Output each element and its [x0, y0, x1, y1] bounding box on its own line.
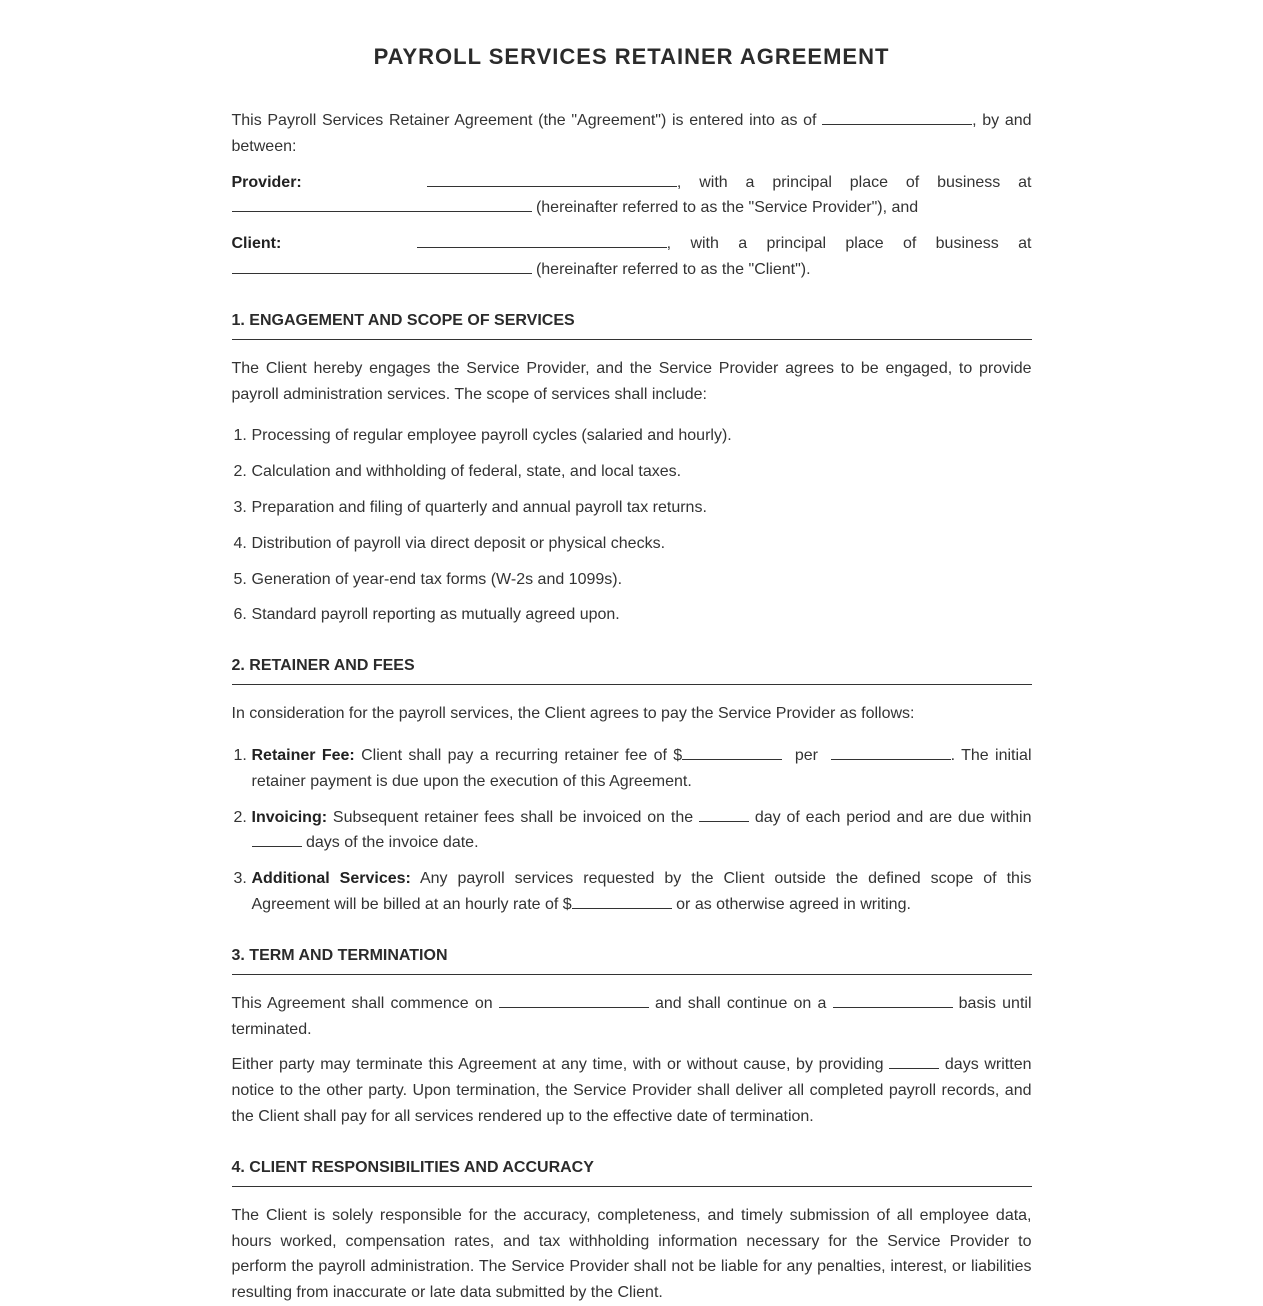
services-list — [232, 423, 1032, 628]
list-number: 5. — [233, 570, 247, 588]
list-item-text: Processing of regular employee payroll cycles (salaried and hourly). — [251, 427, 732, 445]
list-item-text: Standard payroll reporting as mutually agreed upon. — [251, 606, 620, 624]
list-item-text: Distribution of payroll via direct deposit or physical checks. — [251, 534, 666, 552]
list-number: 1. — [233, 427, 247, 445]
list-item-additional-services — [232, 866, 1032, 918]
notice-days-blank[interactable] — [889, 1054, 939, 1069]
list-item-text: Calculation and withholding of federal, state, and local taxes. — [251, 463, 682, 481]
provider-address-blank[interactable] — [232, 197, 532, 212]
client-address-blank[interactable] — [232, 259, 532, 274]
list-number: 1. — [233, 746, 247, 764]
section-heading: 1. ENGAGEMENT AND SCOPE OF SERVICES — [232, 311, 1032, 340]
termination-paragraph — [232, 1052, 1032, 1129]
list-item — [232, 459, 1032, 485]
additional-services-text: Any payroll services requested by the Client outside the defined scope of this Agreement will be billed at an hourly rate of $ — [251, 870, 1032, 913]
list-item-retainer-fee — [232, 743, 1032, 795]
provider-paragraph — [232, 170, 1032, 222]
term-text: This Agreement shall commence on — [231, 994, 493, 1012]
provider-mid-text: , with a principal place of business at — [676, 173, 1032, 191]
list-item — [232, 567, 1032, 593]
client-paragraph — [232, 231, 1032, 283]
invoicing-text-end: days of the invoice date. — [305, 834, 479, 852]
section-term-termination — [232, 946, 1032, 1130]
term-text-mid: and shall continue on a — [654, 994, 827, 1012]
client-mid-text: , with a principal place of business at — [666, 235, 1032, 253]
intro-paragraph — [232, 108, 1032, 160]
section-heading: 2. RETAINER AND FEES — [232, 656, 1032, 685]
date-blank[interactable] — [822, 110, 972, 125]
section-retainer-fees — [232, 656, 1032, 918]
client-label: Client: — [231, 235, 282, 253]
invoicing-label: Invoicing: — [251, 808, 328, 826]
term-text-end: basis until terminated. — [231, 994, 1032, 1038]
provider-end-text: (hereinafter referred to as the "Service Provider"), and — [535, 199, 919, 217]
list-number: 2. — [233, 808, 247, 826]
section-client-responsibilities — [232, 1158, 1032, 1306]
list-item — [232, 495, 1032, 521]
hourly-rate-blank[interactable] — [572, 894, 672, 909]
provider-label: Provider: — [231, 173, 302, 191]
due-days-blank[interactable] — [252, 832, 302, 847]
retainer-amount-blank[interactable] — [682, 745, 782, 760]
list-number: 3. — [233, 870, 247, 888]
invoicing-text: Subsequent retainer fees shall be invoiced on the — [332, 808, 694, 826]
provider-name-blank[interactable] — [427, 172, 677, 187]
invoicing-text-mid: day of each period and are due within — [754, 808, 1032, 826]
commence-date-blank[interactable] — [499, 993, 649, 1008]
list-item — [232, 531, 1032, 557]
section-body: The Client hereby engages the Service Provider, and the Service Provider agrees to be engaged, to provide payroll administration services. The scope of services shall include: — [231, 359, 1032, 403]
invoice-day-blank[interactable] — [699, 807, 749, 822]
section-body: In consideration for the payroll services, the Client agrees to pay the Service Provider as follows: — [231, 705, 915, 723]
section-body: The Client is solely responsible for the accuracy, completeness, and timely submission of all employee data, hours worked, compensation rates, and tax withholding information necessary for the Service Provider to perform the payroll administration. The Service Provider shall not be liable for any penalties, interest, or liabilities resulting from inaccurate or late data submitted by the Client. — [231, 1206, 1032, 1302]
intro-text-after: , by and between: — [231, 112, 1032, 155]
additional-services-label: Additional Services: — [251, 870, 411, 888]
retainer-per-text: per — [794, 746, 818, 764]
list-number: 4. — [233, 534, 247, 552]
document-title: PAYROLL SERVICES RETAINER AGREEMENT — [373, 44, 890, 69]
list-number: 2. — [233, 463, 247, 481]
retainer-fee-text-end: . The initial retainer payment is due upon the execution of this Agreement. — [251, 746, 1032, 790]
additional-services-text-end: or as otherwise agreed in writing. — [676, 895, 911, 913]
list-number: 6. — [233, 606, 247, 624]
list-item-invoicing — [232, 805, 1032, 857]
retainer-period-blank[interactable] — [831, 745, 951, 760]
intro-text: This Payroll Services Retainer Agreement (the "Agreement") is entered into as of — [231, 112, 817, 129]
list-item — [232, 423, 1032, 449]
document-page — [232, 0, 1032, 1306]
section-heading: 4. CLIENT RESPONSIBILITIES AND ACCURACY — [232, 1158, 1032, 1187]
term-paragraph — [232, 991, 1032, 1043]
section-engagement — [232, 311, 1032, 628]
list-item-text: Generation of year-end tax forms (W-2s and 1099s). — [251, 570, 623, 588]
retainer-fee-label: Retainer Fee: — [251, 746, 355, 764]
term-basis-blank[interactable] — [833, 993, 953, 1008]
list-number: 3. — [233, 498, 247, 516]
termination-text-end: days written notice to the other party. Upon termination, the Service Provider shall deliver all completed payroll records, and the Client shall pay for all services rendered up to the effective date of termination. — [231, 1056, 1032, 1125]
list-item — [232, 602, 1032, 628]
client-end-text: (hereinafter referred to as the "Client"). — [535, 260, 811, 278]
list-item-text: Preparation and filing of quarterly and annual payroll tax returns. — [251, 498, 707, 516]
fees-list — [232, 743, 1032, 918]
termination-text: Either party may terminate this Agreement at any time, with or without cause, by providing — [231, 1056, 884, 1074]
section-heading: 3. TERM AND TERMINATION — [232, 946, 1032, 975]
retainer-fee-text: Client shall pay a recurring retainer fee of $ — [361, 746, 683, 764]
client-name-blank[interactable] — [417, 233, 667, 248]
